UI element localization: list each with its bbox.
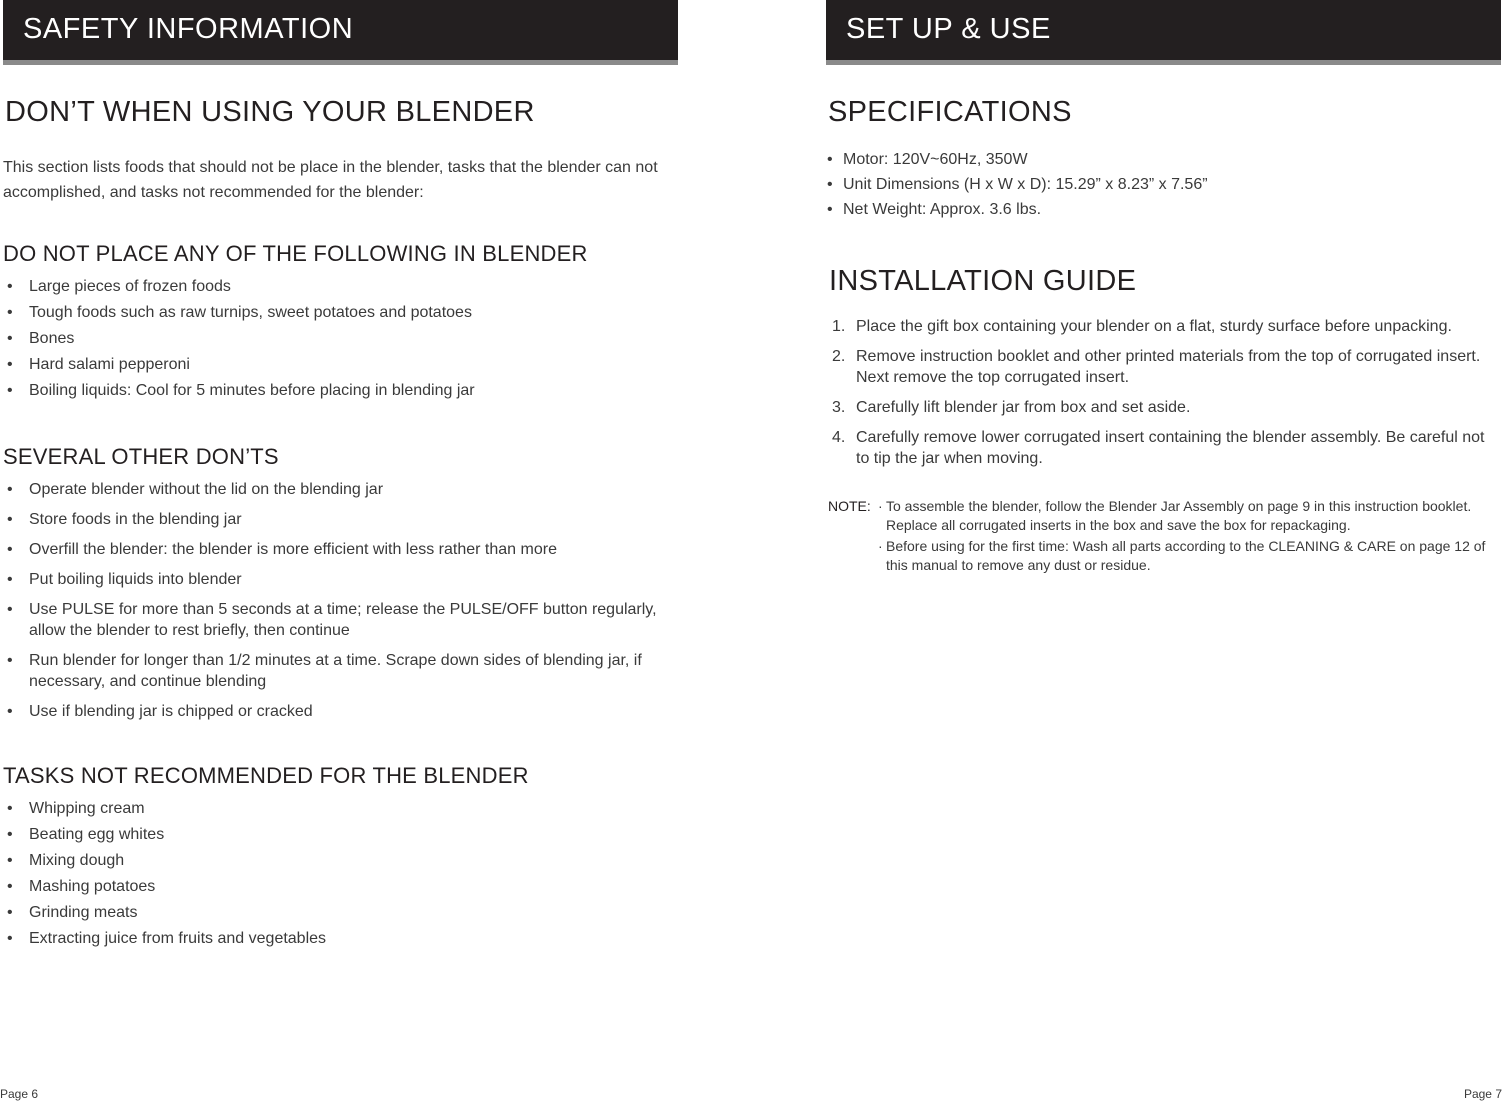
list-item xyxy=(826,316,1486,337)
list-item: • Beating egg whites xyxy=(3,824,683,850)
list-not-recommended xyxy=(3,798,683,954)
section-banner-setup xyxy=(826,0,1501,65)
list-item: • Use if blending jar is chipped or cracked xyxy=(3,701,675,722)
heading-other-donts: SEVERAL OTHER DON’TS xyxy=(3,444,279,469)
step-number: 2. xyxy=(832,348,846,365)
list-item: • Boiling liquids: Cool for 5 minutes before placing in blending jar xyxy=(3,380,683,406)
list-item: • Unit Dimensions (H x W x D): 15.29” x 8.23” x 7.56” xyxy=(827,172,1487,197)
list-installation-steps xyxy=(826,316,1486,478)
list-item: • Large pieces of frozen foods xyxy=(3,276,683,302)
list-item: • Mashing potatoes xyxy=(3,876,683,902)
note-text: To assemble the blender, follow the Blender Jar Assembly on page 9 in this instruction booklet. Replace all corrugated inserts in the box and save the box for repackaging. xyxy=(886,498,1472,533)
list-item xyxy=(826,346,1486,388)
heading-installation-guide: INSTALLATION GUIDE xyxy=(829,265,1137,297)
step-text: Place the gift box containing your blender on a flat, sturdy surface before unpacking. xyxy=(856,318,1452,335)
banner-title: SAFETY INFORMATION xyxy=(23,13,354,45)
page-number-left: Page 6 xyxy=(0,1087,39,1101)
step-text: Remove instruction booklet and other printed materials from the top of corrugated insert. Next remove the top corrugated insert. xyxy=(856,348,1481,386)
section-banner-safety xyxy=(3,0,678,65)
list-item: • Net Weight: Approx. 3.6 lbs. xyxy=(827,197,1487,222)
banner-title: SET UP & USE xyxy=(846,13,1051,45)
note-bullet: · xyxy=(878,538,883,554)
intro-paragraph: This section lists foods that should not be place in the blender, tasks that the blender can not accomplished, and tasks not recommended for the blender: xyxy=(3,159,658,201)
list-do-not-place xyxy=(3,276,683,406)
note-item xyxy=(828,497,1493,535)
installation-note xyxy=(828,497,1493,577)
note-bullet: · xyxy=(878,498,883,514)
list-item: • Motor: 120V~60Hz, 350W xyxy=(827,147,1487,172)
list-item xyxy=(826,397,1486,418)
list-item: • Overfill the blender: the blender is more efficient with less rather than more xyxy=(3,539,675,560)
list-item: • Run blender for longer than 1/2 minutes at a time. Scrape down sides of blending jar, if necessary, and continue blending xyxy=(3,650,675,692)
note-label: NOTE: xyxy=(828,498,871,514)
list-item xyxy=(826,427,1486,469)
note-item xyxy=(828,537,1493,575)
list-item: • Grinding meats xyxy=(3,902,683,928)
list-item: • Hard salami pepperoni xyxy=(3,354,683,380)
list-item: • Use PULSE for more than 5 seconds at a time; release the PULSE/OFF button regularly, allow the blender to rest briefly, then continue xyxy=(3,599,675,641)
list-item: • Mixing dough xyxy=(3,850,683,876)
list-item: • Operate blender without the lid on the blending jar xyxy=(3,479,675,500)
step-text: Carefully lift blender jar from box and set aside. xyxy=(856,399,1191,416)
list-item: • Extracting juice from fruits and vegetables xyxy=(3,928,683,954)
step-text: Carefully remove lower corrugated insert containing the blender assembly. Be careful not to tip the jar when moving. xyxy=(856,429,1485,467)
list-other-donts xyxy=(3,479,675,731)
heading-do-not-place: DO NOT PLACE ANY OF THE FOLLOWING IN BLENDER xyxy=(3,241,588,266)
page-title: DON’T WHEN USING YOUR BLENDER xyxy=(5,96,535,128)
heading-specifications: SPECIFICATIONS xyxy=(828,96,1072,128)
list-item: • Tough foods such as raw turnips, sweet potatoes and potatoes xyxy=(3,302,683,328)
list-item: • Store foods in the blending jar xyxy=(3,509,675,530)
list-item: • Whipping cream xyxy=(3,798,683,824)
step-number: 4. xyxy=(832,429,846,446)
list-specifications xyxy=(827,147,1487,222)
list-item: • Put boiling liquids into blender xyxy=(3,569,675,590)
note-text: Before using for the first time: Wash all parts according to the CLEANING & CARE on page 12 of this manual to remove any dust or residue. xyxy=(886,538,1486,573)
step-number: 3. xyxy=(832,399,846,416)
step-number: 1. xyxy=(832,318,846,335)
heading-not-recommended: TASKS NOT RECOMMENDED FOR THE BLENDER xyxy=(3,763,529,788)
page-number-right: Page 7 xyxy=(1463,1087,1502,1101)
list-item: • Bones xyxy=(3,328,683,354)
